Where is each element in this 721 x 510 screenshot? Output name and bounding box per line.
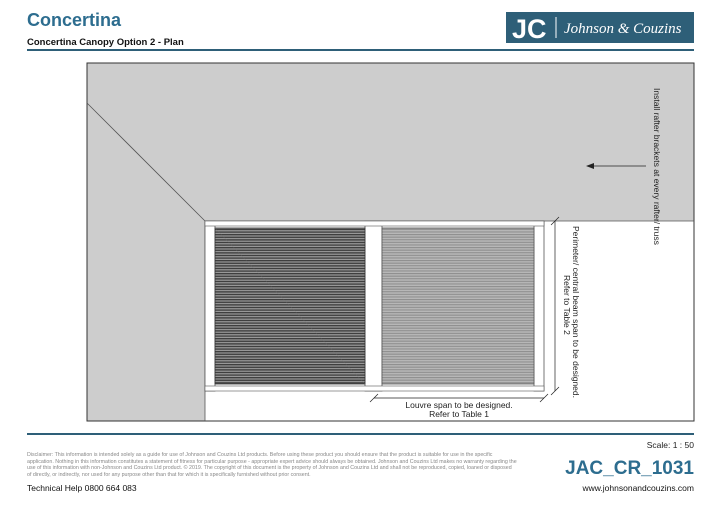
- drawing-subtitle: Concertina Canopy Option 2 - Plan: [27, 37, 184, 48]
- top-beam: [205, 221, 544, 226]
- louvre-note-line2: Refer to Table 1: [429, 409, 489, 419]
- technical-help-phone: Technical Help 0800 664 083: [27, 483, 137, 493]
- drawing-number: JAC_CR_1031: [565, 458, 694, 479]
- logo-wordmark: Johnson & Couzins: [564, 21, 682, 37]
- scale-label: Scale: 1 : 50: [646, 440, 694, 450]
- website-link[interactable]: www.johnsonandcouzins.com: [582, 483, 694, 493]
- logo-initials: JC: [512, 14, 547, 43]
- footer-rule: [27, 433, 694, 435]
- louvre-bay-open: [382, 228, 534, 384]
- beam-note-line2: Refer to Table 2: [562, 275, 572, 335]
- bottom-beam: [205, 386, 544, 391]
- rafter-note: Install rafter brackets at every rafter/ truss: [652, 88, 662, 245]
- disclaimer-text: Disclaimer: This information is intended solely as a guide for use of Johnson and Couzins Ltd products. Before using these product you should ensure that the product is suitable for use in the specific application. Nothing in this information constitutes a statement of fitness for particular purpose - appropriate expert advice should always be obtained. Johnson and Couzins Ltd makes no warranty regarding the use of this information with non-Johnson and Couzins Ltd product. © 2019. The copyright of this document is the property of Johnson and Couzins Ltd and shall not be reproduced, copied, loaned or disposed of directly, or indirectly, nor used for any purpose other than that for which it is specifically furnished without prior consent.: [27, 452, 517, 478]
- left-beam: [205, 221, 215, 391]
- page-title: Concertina: [27, 10, 122, 30]
- louvre-note-line1: Louvre span to be designed.: [405, 400, 513, 410]
- central-beam: [365, 221, 382, 391]
- beam-note-line1: Perimeter/ central beam span to be designed.: [571, 226, 581, 398]
- right-beam: [534, 221, 544, 391]
